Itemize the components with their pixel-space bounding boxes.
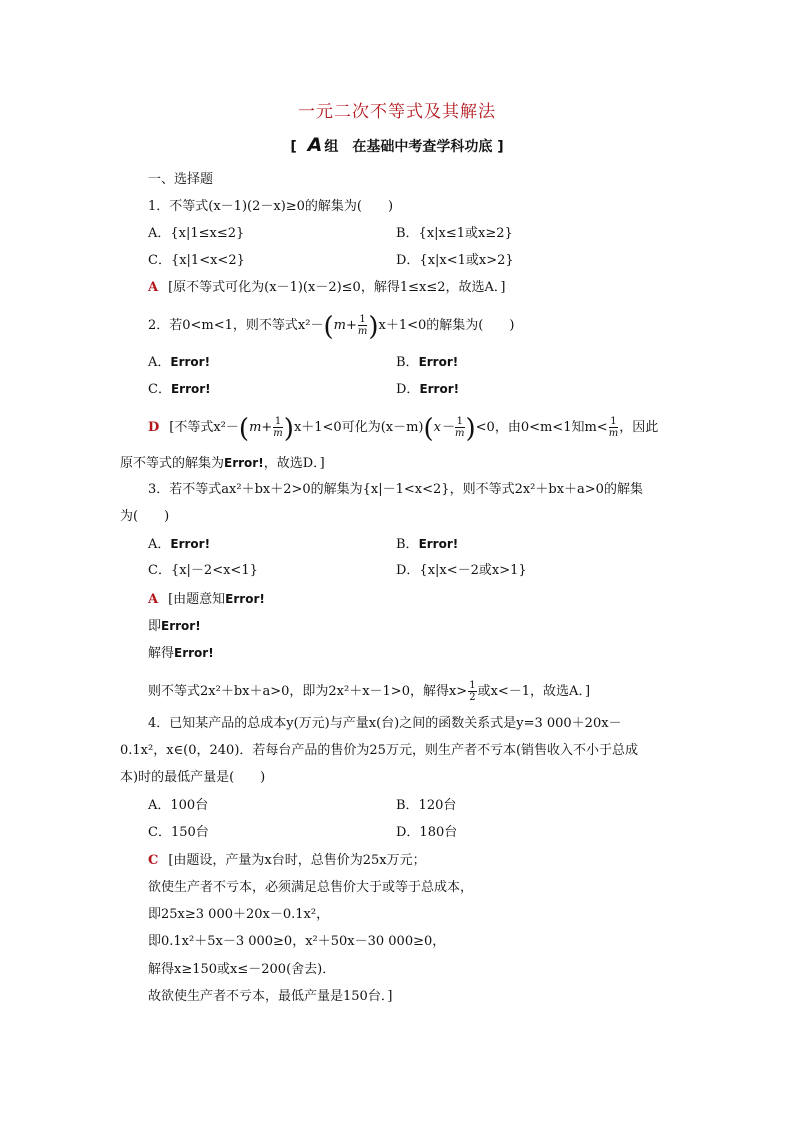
q3-explain-line4: [148, 680, 590, 703]
q3-answer: [148, 591, 265, 608]
q3-option-d: D．{x|x<－2或x>1}: [396, 563, 527, 578]
q2-xminus: x－: [433, 420, 455, 435]
q3-option-a: [148, 536, 210, 553]
q1-answer: [148, 280, 505, 296]
error-text: Error!: [170, 382, 211, 396]
q3-option-c: C．{x|－2<x<1}: [148, 563, 258, 578]
q2-option-d: [396, 381, 459, 398]
q2-answer-letter: D: [148, 420, 160, 435]
q3-stem-line2: 为( ): [120, 509, 170, 524]
error-text: Error!: [419, 382, 460, 396]
q4-explain-6: 故欲使生产者不亏本，最低产量是150台．]: [148, 989, 393, 1004]
q2-option-b: [396, 354, 458, 371]
q2-fraction: [609, 416, 618, 439]
bracket-close: ]: [497, 139, 504, 155]
q4-option-d: D．180台: [396, 825, 458, 840]
q1-answer-letter: A: [148, 280, 159, 295]
q3-fraction: [468, 680, 476, 703]
error-text: Error!: [170, 355, 211, 369]
frac-den: 2: [469, 692, 476, 703]
bracket-open: [: [290, 139, 297, 155]
q1-option-a: A．{x|1≤x≤2}: [148, 226, 245, 241]
q3-explain-4a: 则不等式2x²＋bx＋a>0，即为2x²＋x－1>0，解得x>: [148, 684, 468, 699]
q2-answer: D [不等式x²－(m+ $\frac{1}{m}$ )x＋1<0可化为(x－m)(x－ $\frac{1}{m}$ )<0，由0<m<1知m< $\frac{1}{m}$ ，因此: [148, 414, 659, 444]
q1-option-c: C．{x|1<x<2}: [148, 253, 245, 268]
q4-answer-letter: C: [148, 853, 159, 868]
q4-answer: [148, 853, 426, 869]
subtitle-text: 组 在基础中考查学科功底: [324, 139, 493, 155]
q4-explain-2: 欲使生产者不亏本，必须满足总售价大于或等于总成本，: [148, 880, 474, 895]
q4-stem-line2: 0.1x²，x∈(0，240)．若每台产品的售价为25万元，则生产者不亏本(销售收入不小于总成: [120, 743, 639, 758]
q2-answer-cont: [120, 455, 325, 472]
opt-label: B．: [396, 537, 419, 552]
q2-explain-f: ，故选D．]: [263, 456, 325, 471]
opt-label: B．: [396, 355, 419, 370]
q2-stem: 2．若0<m<1，则不等式x²－(m+ $\frac{1}{m}$ )x＋1<0的解集为( ): [148, 312, 515, 342]
error-text: Error!: [161, 619, 201, 633]
q3-explain-1: [由题意知: [168, 592, 226, 607]
q2-option-c: [148, 381, 211, 398]
q3-explain-4b: 或x<－1，故选A．]: [477, 684, 591, 699]
q3-answer-letter: A: [148, 592, 159, 607]
error-text: Error!: [170, 537, 211, 551]
q4-stem-line1: 4．已知某产品的总成本y(万元)与产量x(台)之间的函数关系式是y=3 000＋20x－: [148, 716, 622, 731]
q2-option-a: [148, 354, 210, 371]
q2-explain-d: ，因此: [619, 420, 659, 435]
q4-explain-3: 即25x≥3 000＋20x－0.1x²，: [148, 907, 330, 922]
section-heading: 一、选择题: [148, 172, 214, 187]
frac-num: 1: [456, 416, 463, 427]
q2-fraction: [455, 416, 464, 439]
opt-label: C．: [148, 382, 171, 397]
q4-option-b: B．120台: [396, 798, 457, 813]
q1-option-d: D．{x|x<1或x>2}: [396, 253, 514, 268]
q2-fraction: [358, 314, 367, 337]
q3-stem-line1: 3．若不等式ax²＋bx＋2>0的解集为{x|－1<x<2}，则不等式2x²＋bx＋a>0的解集: [148, 482, 643, 497]
frac-num: 1: [610, 416, 617, 427]
q1-explanation: [原不等式可化为(x－1)(x－2)≤0，解得1≤x≤2，故选A．]: [168, 280, 506, 295]
q2-explain-e: 原不等式的解集为: [120, 456, 225, 471]
opt-label: A．: [148, 355, 171, 370]
q2-stem-part2: x＋1<0的解集为( ): [378, 318, 515, 333]
q4-explain-1: [由题设，产量为x台时，总售价为25x万元；: [168, 853, 426, 868]
q4-option-c: C．150台: [148, 825, 209, 840]
frac-den: m: [357, 326, 368, 337]
frac-num: 1: [359, 314, 366, 325]
q4-option-a: A．100台: [148, 798, 209, 813]
frac-den: m: [273, 428, 283, 439]
error-text: Error!: [418, 355, 459, 369]
page-title: 一元二次不等式及其解法: [298, 102, 496, 122]
opt-label: A．: [148, 537, 171, 552]
q1-stem: 1．不等式(x－1)(2－x)≥0的解集为( ): [148, 199, 394, 214]
q3-option-b: [396, 536, 458, 553]
q1-option-b: B．{x|x≤1或x≥2}: [396, 226, 513, 241]
q2-fraction: [273, 416, 282, 439]
q4-explain-4: 即0.1x²＋5x－3 000≥0，x²＋50x－30 000≥0，: [148, 934, 446, 949]
error-text: Error!: [174, 646, 214, 660]
q3-explain-line3: [148, 645, 214, 662]
q3-explain-2: 即: [148, 619, 162, 634]
q3-explain-3: 解得: [148, 646, 175, 661]
frac-num: 1: [469, 680, 476, 691]
q2-m: m+: [333, 318, 357, 333]
q4-explain-5: 解得x≥150或x≤－200(舍去)．: [148, 962, 336, 977]
q2-stem-part1: 2．若0<m<1，则不等式x²－: [148, 318, 324, 333]
q4-stem-line3: 本)时的最低产量是( ): [120, 770, 266, 785]
q2-m: m+: [249, 420, 273, 435]
q2-explain-b: x＋1<0可化为(x－m): [293, 420, 424, 435]
q2-explain-a: [不等式x²－: [169, 420, 239, 435]
error-text: Error!: [224, 456, 264, 470]
section-subtitle: [0, 134, 794, 156]
frac-num: 1: [274, 416, 282, 427]
q2-explain-c: <0，由0<m<1知m<: [475, 420, 608, 435]
frac-den: m: [455, 428, 465, 439]
opt-label: D．: [396, 382, 420, 397]
frac-den: m: [608, 428, 619, 439]
group-badge: A: [307, 134, 323, 156]
q3-explain-line2: [148, 618, 201, 635]
error-text: Error!: [225, 592, 265, 606]
error-text: Error!: [418, 537, 459, 551]
